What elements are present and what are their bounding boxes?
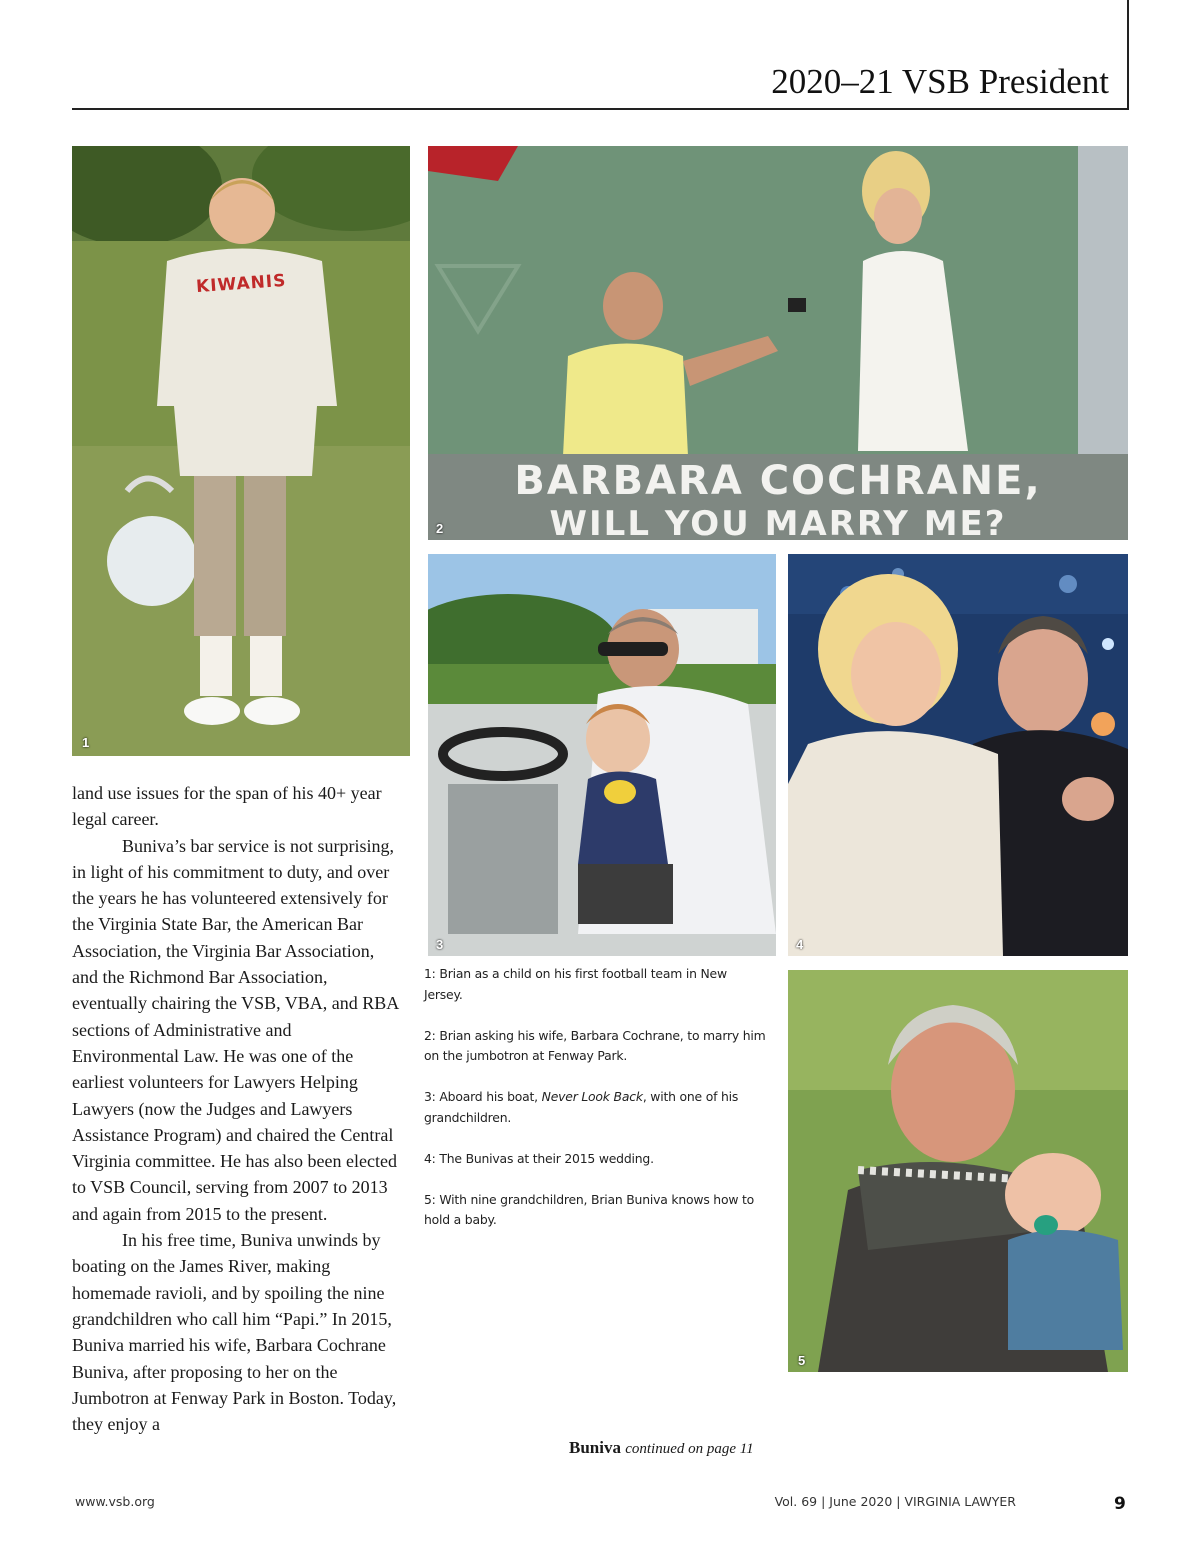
article-body — [72, 780, 402, 1437]
section-title: 2020–21 VSB President — [771, 62, 1109, 101]
photo-boat-grandchild-image — [428, 554, 776, 956]
caption-3-text: 3: Aboard his boat, — [424, 1089, 542, 1104]
article-paragraph: In his free time, Buniva unwinds by boating on the James River, making homemade ravioli, and by spoiling the nine grandchildren who call him “Papi.” In 2015, Buniva married his wife, Barbara Cochrane Buniva, after proposing to her on the Jumbotron at Fenway Park in Boston. Today, they enjoy a — [72, 1230, 397, 1435]
photo-holding-baby-image — [788, 970, 1128, 1372]
caption-3 — [424, 1087, 769, 1128]
caption-5: 5: With nine grandchildren, Brian Buniva knows how to hold a baby. — [424, 1191, 755, 1227]
photo-number: 1 — [82, 735, 90, 750]
footer-website: www.vsb.org — [75, 1494, 155, 1509]
photo-number: 2 — [436, 521, 444, 536]
continued-text: continued on page 11 — [625, 1441, 754, 1457]
boat-name: Never Look Back — [541, 1089, 643, 1104]
caption-4: 4: The Bunivas at their 2015 wedding. — [424, 1150, 654, 1166]
photo-boat-grandchild — [428, 554, 776, 956]
jumbotron-line-1: BARBARA COCHRANE, — [514, 458, 1042, 504]
photo-wedding — [788, 554, 1128, 956]
caption-2: 2: Brian asking his wife, Barbara Cochrane, to marry him on the jumbotron at Fenway Park. — [424, 1027, 766, 1063]
photo-jumbotron-proposal — [428, 146, 1128, 540]
photo-holding-baby — [788, 970, 1128, 1372]
continued-line — [569, 1438, 754, 1458]
photo-number: 5 — [798, 1353, 806, 1368]
caption-3-text-end: , with one of his grandchildren. — [424, 1089, 739, 1125]
photo-wedding-image — [788, 554, 1128, 956]
photo-football-child — [72, 146, 410, 756]
header-rule — [72, 108, 1129, 110]
jumbotron-line-2: WILL YOU MARRY ME? — [549, 504, 1007, 540]
page-number: 9 — [1114, 1494, 1126, 1514]
photo-number: 3 — [436, 937, 444, 952]
photo-captions — [424, 964, 769, 1251]
article-paragraph: Buniva’s bar service is not surprising, in light of his commitment to duty, and over the years he has volunteered extensively for the Virginia State Bar, the American Bar Association, the Virginia Bar Association, and the Richmond Bar Association, eventually chairing the VSB, VBA, and RBA sections of Administrative and Environmental Law. He was one of the earliest volunteers for Lawyers Helping Lawyers (now the Judges and Lawyers Assistance Program) and chaired the Central Virginia committee. He has also been elected to VSB Council, serving from 2007 to 2013 and again from 2015 to the present. — [72, 835, 399, 1224]
jersey-text: KIWANIS — [195, 270, 288, 298]
article-paragraph: land use issues for the span of his 40+ year legal career. — [72, 783, 382, 830]
continued-word: Buniva — [569, 1438, 621, 1457]
caption-1: 1: Brian as a child on his first football team in New Jersey. — [424, 966, 727, 1002]
photo-football-child-image — [72, 146, 410, 756]
photo-number: 4 — [796, 937, 804, 952]
header-rule-vertical — [1127, 0, 1129, 108]
footer-issue: Vol. 69 | June 2020 | VIRGINIA LAWYER — [774, 1494, 1016, 1509]
